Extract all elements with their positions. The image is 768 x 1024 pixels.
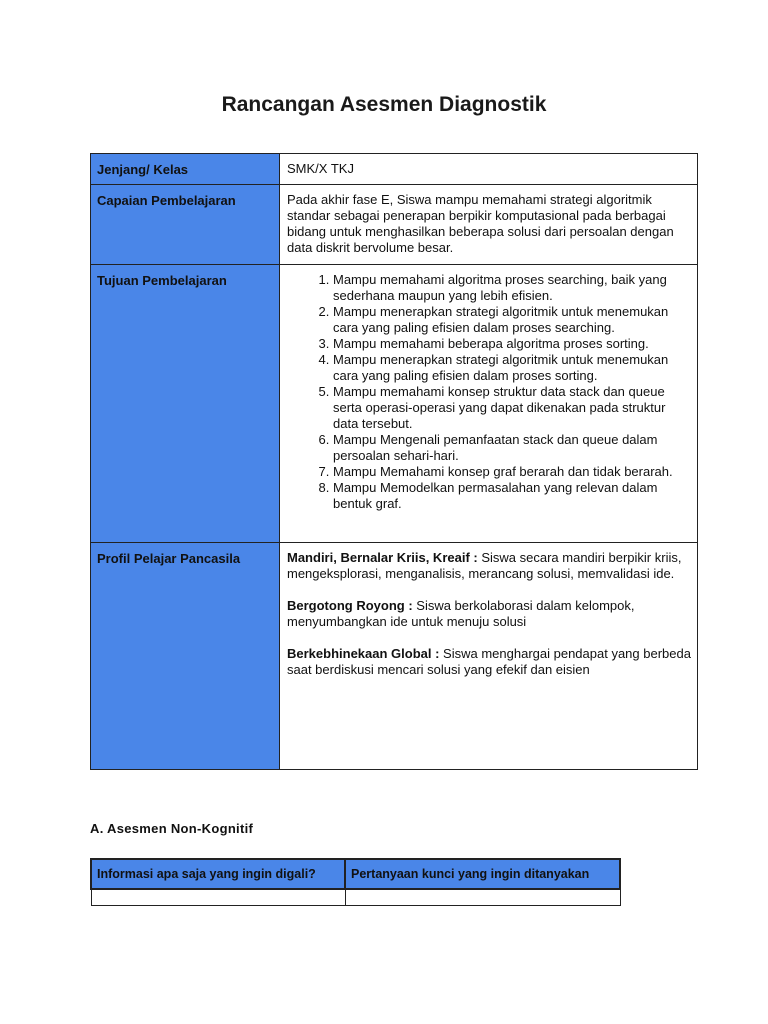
list-item: 7. Mampu Memahami konsep graf berarah dan tidak berarah. [333,464,691,480]
non-kognitif-table [90,858,621,906]
profil-item [287,646,691,678]
profil-item-text: Siswa secara mandiri berpikir kriis, mengeksplorasi, menganalisis, merancang solusi, memvalidasi ide. [287,550,682,581]
profil-item-text: Siswa berkolaborasi dalam kelompok, menyumbangkan ide untuk menuju solusi [287,598,635,629]
profil-item-head: Mandiri, Bernalar Kriis, Kreaif : [287,550,478,565]
list-item: 5. Mampu memahami konsep struktur data stack dan queue serta operasi-operasi yang dapat dikenakan pada struktur data tersebut. [333,384,691,432]
tujuan-list [287,272,691,512]
list-item: 2. Mampu menerapkan strategi algoritmik untuk menemukan cara yang paling efisien dalam proses searching. [333,304,691,336]
row-tujuan [91,265,698,543]
table-row [91,889,620,906]
value-profil [280,543,698,770]
list-item: 3. Mampu memahami beberapa algoritma proses sorting. [333,336,691,352]
profil-item [287,598,691,630]
value-capaian: Pada akhir fase E, Siswa mampu memahami strategi algoritmik standar sebagai penerapan berpikir komputasional pada berbagai bidang untuk menghasilkan beberapa solusi dari persoalan dengan data diskrit bervolume besar. [280,185,698,265]
profil-item-head: Berkebhinekaan Global : [287,646,440,661]
value-jenjang: SMK/X TKJ [280,154,698,185]
column-header-pertanyaan: Pertanyaan kunci yang ingin ditanyakan [345,859,620,889]
list-item: 4. Mampu menerapkan strategi algoritmik untuk menemukan cara yang paling efisien dalam proses sorting. [333,352,691,384]
label-jenjang: Jenjang/ Kelas [91,154,280,185]
list-item: 8. Mampu Memodelkan permasalahan yang relevan dalam bentuk graf. [333,480,691,512]
table-header-row [91,859,620,889]
row-jenjang [91,154,698,185]
label-tujuan: Tujuan Pembelajaran [91,265,280,543]
row-capaian [91,185,698,265]
document-title: Rancangan Asesmen Diagnostik [221,93,547,116]
assessment-table [90,153,698,770]
table-cell[interactable] [91,889,345,906]
list-item: 6. Mampu Mengenali pemanfaatan stack dan queue dalam persoalan sehari-hari. [333,432,691,464]
label-profil: Profil Pelajar Pancasila [91,543,280,770]
section-heading: A. Asesmen Non-Kognitif [90,821,254,836]
row-profil [91,543,698,770]
profil-item [287,550,691,582]
list-item: 1. Mampu memahami algoritma proses searching, baik yang sederhana maupun yang lebih efisien. [333,272,691,304]
column-header-informasi: Informasi apa saja yang ingin digali? [91,859,345,889]
table-cell[interactable] [345,889,620,906]
label-capaian: Capaian Pembelajaran [91,185,280,265]
value-tujuan [280,265,698,543]
profil-item-text: Siswa menghargai pendapat yang berbeda saat berdiskusi mencari solusi yang efekif dan eisien [287,646,691,677]
profil-item-head: Bergotong Royong : [287,598,413,613]
